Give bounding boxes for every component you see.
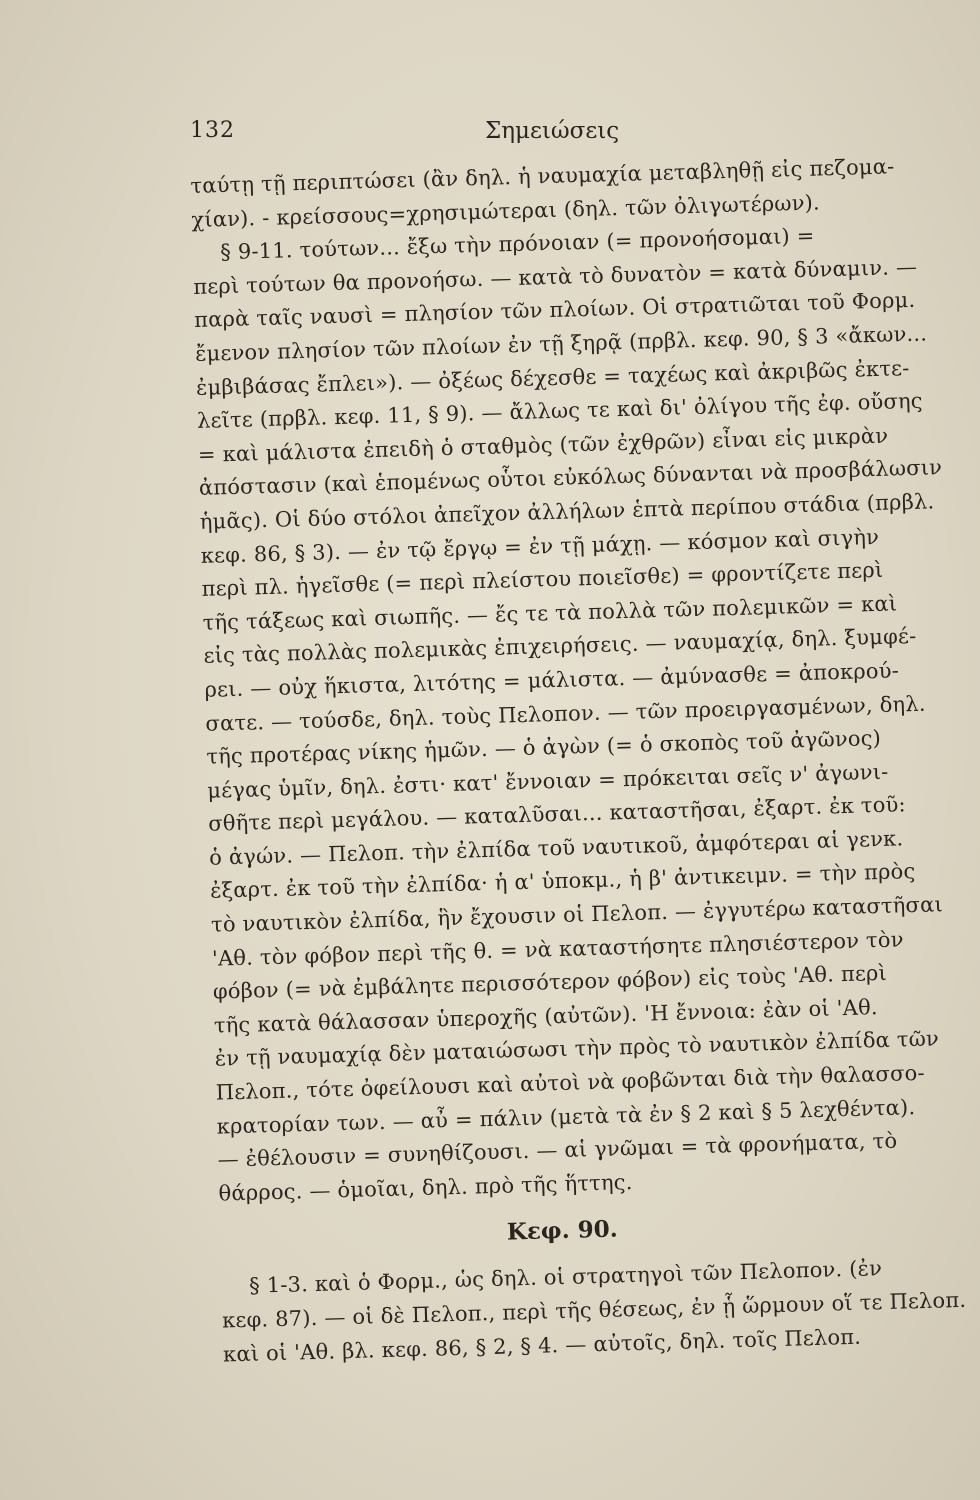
- text-line: τῆς τάξεως καὶ σιωπῆς. — ἔς τε τὰ πολλὰ τῶν πολεμικῶν = καὶ: [202, 591, 898, 635]
- text-line: θάρρος. — ὁμοῖαι, δηλ. πρὸ τῆς ἥττης.: [218, 1169, 633, 1206]
- page-header: [190, 118, 750, 158]
- text-line: κεφ. 87). — οἱ δὲ Πελοπ., περὶ τῆς θέσεως, ἐν ᾗ ὥρμουν οἵ τε Πελοπ.: [221, 1287, 967, 1333]
- text-line: ταύτῃ τῇ περιπτώσει (ἂν δηλ. ἡ ναυμαχία μεταβληθῇ εἰς πεζομα-: [190, 154, 895, 198]
- text-line: καὶ οἱ 'Αθ. βλ. κεφ. 86, § 2, § 4. — αὐτοῖς, δηλ. τοῖς Πελοπ.: [222, 1324, 862, 1367]
- text-line: κεφ. 86, § 3). — ἐν τῷ ἔργῳ = ἐν τῇ μάχῃ. — κόσμον καὶ σιγὴν: [200, 524, 880, 568]
- text-line: ἐν τῇ ναυμαχίᾳ δὲν ματαιώσωσι τὴν πρὸς τὸ ναυτικὸν ἐλπίδα τῶν: [214, 1026, 940, 1072]
- text-line: εἰς τὰς πολλὰς πολεμικὰς ἐπιχειρήσεις. — ναυμαχίᾳ, δηλ. ξυμφέ-: [203, 624, 917, 669]
- text-line: τὸ ναυτικὸν ἐλπίδα, ἣν ἔχουσιν οἱ Πελοπ. — ἐγγυτέρω καταστῆσαι: [210, 892, 944, 937]
- text-line: 'Αθ. τὸν φόβον περὶ τῆς θ. = νὰ καταστήσητε πλησιέστερον τὸν: [211, 927, 904, 971]
- text-line: Πελοπ., τότε ὀφείλουσι καὶ αὐτοὶ νὰ φοβῶνται διὰ τὴν θαλασσο-: [215, 1060, 926, 1105]
- text-line: φόβον (= νὰ ἐμβάλητε περισσότερον φόβον) εἰς τοὺς 'Αθ. περὶ: [212, 961, 888, 1004]
- text-line: τῆς προτέρας νίκης ἡμῶν. — ὁ ἀγὼν (= ὁ σκοπὸς τοῦ ἀγῶνος): [206, 726, 882, 769]
- text-line: ἀπόστασιν (καὶ ἑπομένως οὗτοι εὐκόλως δύνανται νὰ προσβάλωσιν: [198, 455, 943, 501]
- page-number: 132: [190, 118, 235, 143]
- text-line: = καὶ μάλιστα ἐπειδὴ ὁ σταθμὸς (τῶν ἐχθρῶν) εἶναι εἰς μικρὰν: [197, 423, 889, 467]
- text-line: σθῆτε περὶ μεγάλου. — καταλῦσαι... καταστῆσαι, ἐξαρτ. ἐκ τοῦ:: [207, 792, 907, 837]
- text-line: ὁ ἀγών. — Πελοπ. τὴν ἐλπίδα τοῦ ναυτικοῦ, ἀμφότεραι αἱ γενκ.: [208, 826, 904, 870]
- text-line: περὶ πλ. ἡγεῖσθε (= περὶ πλείστου ποιεῖσθε) = φροντίζετε περὶ: [201, 557, 884, 601]
- text-line: § 9-11. τούτων... ἔξω τὴν πρόνοιαν (= προνοήσομαι) =: [219, 223, 815, 265]
- text-line: περὶ τούτων θα προνοήσω. — κατὰ τὸ δυνατὸν = κατὰ δύναμιν. —: [192, 254, 918, 299]
- text-line: ἡμᾶς). Οἱ δύο στόλοι ἀπεῖχον ἀλλήλων ἑπτὰ περίπου στάδια (πρβλ.: [199, 489, 935, 534]
- chapter-heading: Κεφ. 90.: [506, 1215, 619, 1246]
- text-line: παρὰ ταῖς ναυσὶ = πλησίον τῶν πλοίων. Οἱ στρατιῶται τοῦ Φορμ.: [193, 288, 916, 333]
- text-line: ἐμβιβάσας ἔπλει»). — ὀξέως δέχεσθε = ταχέως καὶ ἀκριβῶς ἐκτε-: [195, 355, 910, 400]
- notes-text-block: [190, 149, 968, 1372]
- text-line: σατε. — τούσδε, δηλ. τοὺς Πελοπον. — τῶν προειργασμένων, δηλ.: [205, 691, 926, 736]
- text-line: ρει. — οὐχ ἥκιστα, λιτότης = μάλιστα. — ἀμύνασθε = ἀποκρού-: [204, 658, 900, 702]
- text-line: — ἐθέλουσιν = συνηθίζουσι. — αἱ γνῶμαι = τὰ φρονήματα, τὸ: [217, 1128, 898, 1172]
- text-line: χίαν). - κρείσσους=χρησιμώτεραι (δηλ. τῶν ὀλιγωτέρων).: [191, 190, 821, 232]
- text-line: § 1-3. καὶ ὁ Φορμ., ὡς δηλ. οἱ στρατηγοὶ τῶν Πελοπον. (ἐν: [248, 1256, 883, 1299]
- text-line: κρατορίαν των. — αὖ = πάλιν (μετὰ τὰ ἐν § 2 καὶ § 5 λεχθέντα).: [216, 1094, 916, 1139]
- text-line: τῆς κατὰ θάλασσαν ὑπεροχῆς (αὐτῶν). 'Η ἔννοια: ἐὰν οἱ 'Αθ.: [213, 994, 879, 1038]
- running-title: Σημειώσεις: [485, 118, 620, 144]
- text-line: λεῖτε (πρβλ. κεφ. 11, § 9). — ἄλλως τε καὶ δι' ὀλίγου τῆς ἐφ. οὔσης: [196, 388, 924, 434]
- text-line: ἔμενον πλησίον τῶν πλοίων ἐν τῇ ξηρᾷ (πρβλ. κεφ. 90, § 3 «ἄκων...: [194, 321, 928, 366]
- text-line: ἐξαρτ. ἐκ τοῦ τὴν ἐλπίδα· ἡ α' ὑποκμ., ἡ β' ἀντικειμν. = τὴν πρὸς: [209, 859, 916, 904]
- text-line: μέγας ὑμῖν, δηλ. ἐστι· κατ' ἔννοιαν = πρόκειται σεῖς ν' ἀγωνι-: [206, 759, 889, 803]
